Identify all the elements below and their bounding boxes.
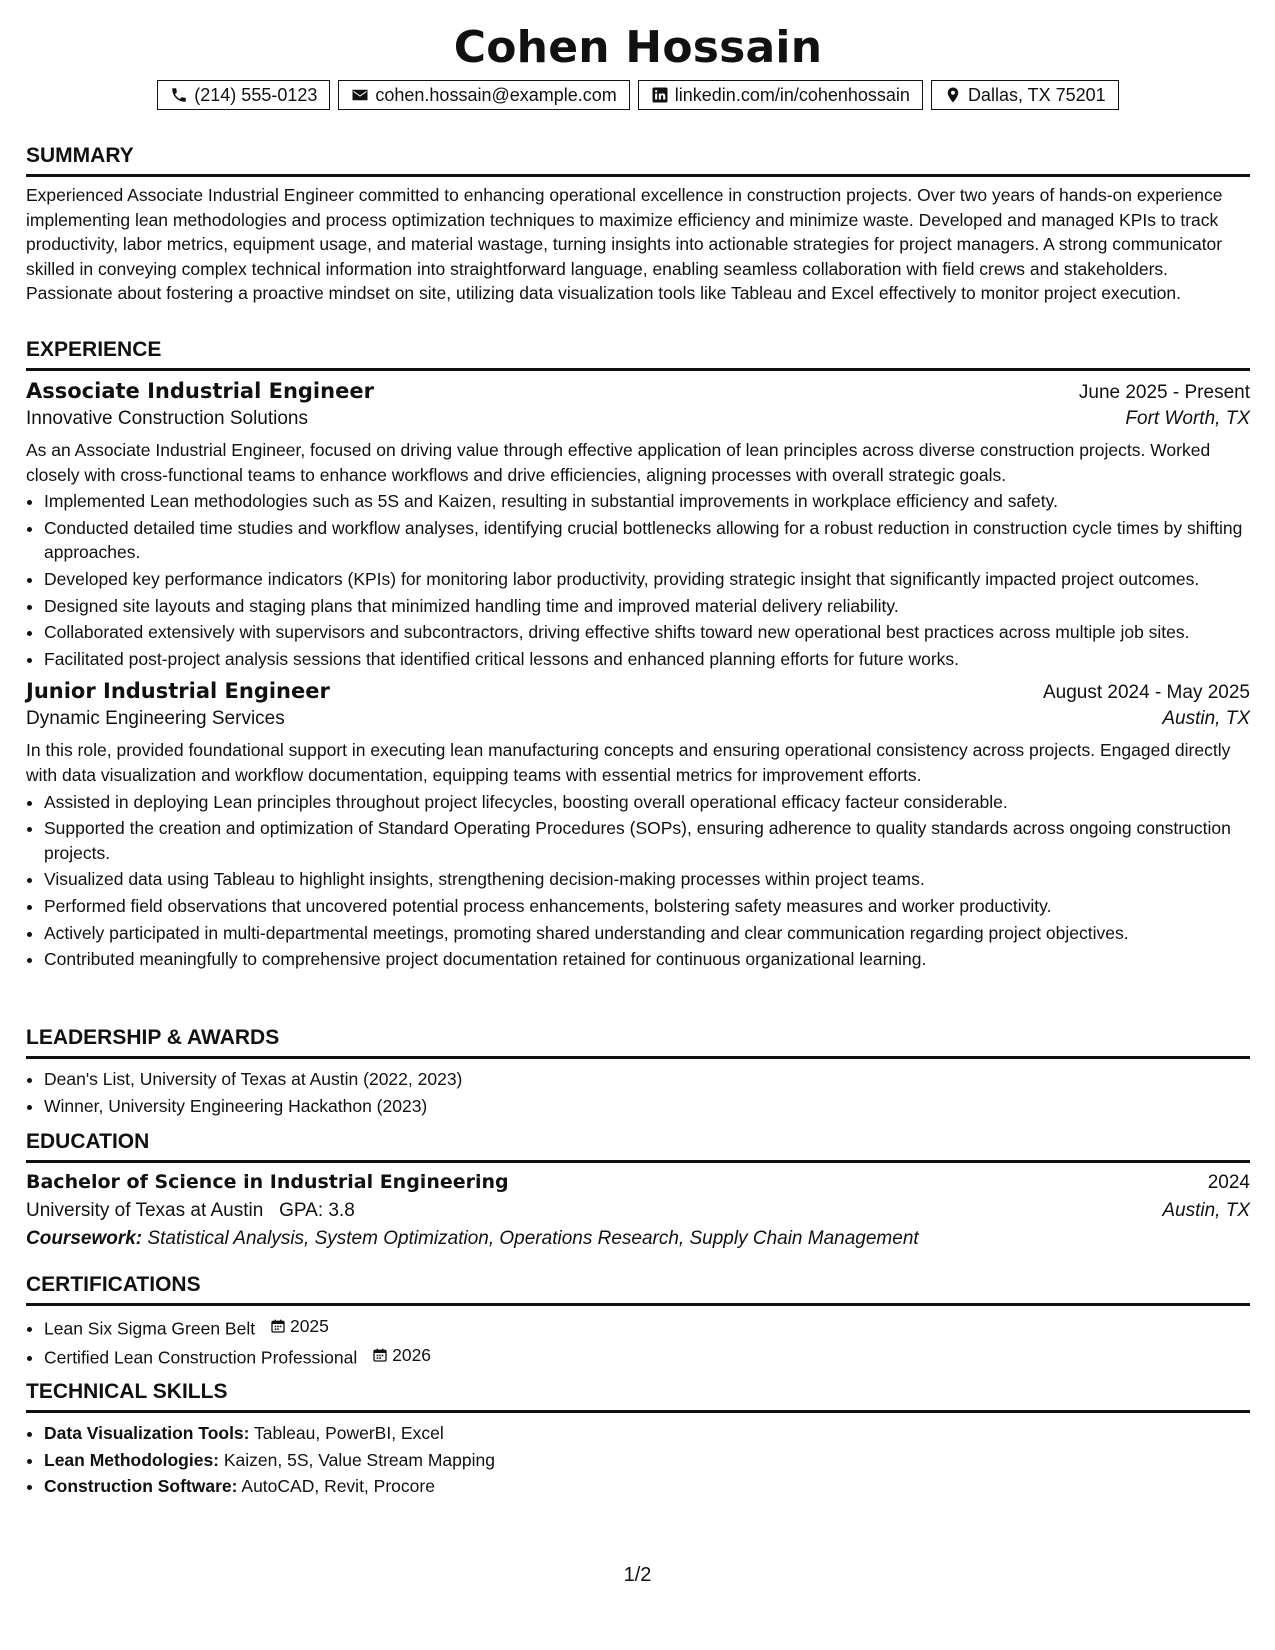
job-location: Austin, TX xyxy=(1162,708,1250,730)
job-dates: August 2024 - May 2025 xyxy=(1042,682,1250,704)
list-item xyxy=(44,1474,1250,1499)
list-item: • Supported the creation and optimization of Standard Operating Procedures (SOPs), ensuring adherence to quality standards across ongoing construction projects. xyxy=(44,816,1250,865)
summary-title: SUMMARY xyxy=(26,144,1250,177)
job-dates: June 2025 - Present xyxy=(1078,382,1250,403)
education-gpa: GPA: 3.8 xyxy=(279,1200,355,1221)
cert-year: 2026 xyxy=(392,1344,432,1365)
phone-icon xyxy=(170,86,188,104)
summary-text: Experienced Associate Industrial Engineer committed to enhancing operational excellence in construction projects. Over two years of hands-on experience implementing lean methodologies and process optimization techniques to maximize efficiency and minimize waste. Developed and managed KPIs to track productivity, labor metrics, equipment usage, and material wastage, turning insights into actionable strategies for project managers. A strong communicator skilled in conveying complex technical information into straightforward language, enabling seamless collaboration with field crews and stakeholders. Passionate about fostering a proactive mindset on site, utilizing data visualization tools like Tableau and Excel effectively to monitor project execution. xyxy=(26,185,1223,304)
contact-location-text: Dallas, TX 75201 xyxy=(967,84,1106,105)
job-description: In this role, provided foundational support in executing lean manufacturing concepts and ensuring operational consistency across projects. Engaged directly with data visualization and workflow documentation, equipping teams with essential metrics for improvement efforts. xyxy=(26,740,1231,785)
list-item xyxy=(44,1421,1250,1446)
list-item: • Implemented Lean methodologies such as 5S and Kaizen, resulting in substantial improvements in workplace efficiency and safety. xyxy=(44,489,1250,514)
contact-row xyxy=(26,80,1250,110)
contact-location[interactable] xyxy=(931,80,1119,110)
cert-date xyxy=(372,1343,431,1368)
list-item xyxy=(44,1314,1250,1341)
skill-label: Lean Methodologies: xyxy=(44,1449,219,1470)
job-location: Fort Worth, TX xyxy=(1125,408,1250,429)
job-title: Junior Industrial Engineer xyxy=(26,679,330,704)
email-icon xyxy=(351,86,369,104)
list-item: • Assisted in deploying Lean principles throughout project lifecycles, boosting overall operational efficacy facteur considerable. xyxy=(44,790,1250,815)
calendar-icon xyxy=(270,1318,286,1334)
job-company: Innovative Construction Solutions xyxy=(26,408,308,429)
cert-name: Lean Six Sigma Green Belt xyxy=(44,1318,256,1339)
resume-page xyxy=(26,20,1250,1497)
education-school: University of Texas at Austin xyxy=(26,1200,264,1221)
coursework-label: Coursework: xyxy=(26,1228,143,1249)
list-item: • Dean's List, University of Texas at Austin (2022, 2023) xyxy=(44,1067,1250,1092)
job-bullets xyxy=(26,489,1250,671)
summary-section xyxy=(26,144,1250,306)
list-item: • Visualized data using Tableau to highlight insights, strengthening decision-making processes within project teams. xyxy=(44,867,1250,892)
location-icon xyxy=(944,86,962,104)
cert-name: Certified Lean Construction Professional xyxy=(44,1347,358,1368)
education-title: EDUCATION xyxy=(26,1130,1250,1163)
skills-list xyxy=(26,1421,1250,1499)
list-item: • Winner, University Engineering Hackathon (2023) xyxy=(44,1094,1250,1119)
skills-title: TECHNICAL SKILLS xyxy=(26,1380,1250,1413)
certifications-list xyxy=(26,1314,1250,1370)
list-item xyxy=(44,1343,1250,1370)
list-item xyxy=(44,1448,1250,1473)
list-item: • Collaborated extensively with supervisors and subcontractors, driving effective shifts toward new operational best practices across multiple job sites. xyxy=(44,620,1250,645)
job-description: As an Associate Industrial Engineer, focused on driving value through effective application of lean principles across diverse construction projects. Worked closely with cross-functional teams to enhance workflows and drive efficiencies, aligning processes with overall strategic goals. xyxy=(26,440,1211,485)
skill-value: Tableau, PowerBI, Excel xyxy=(254,1423,444,1443)
contact-email-text: cohen.hossain@example.com xyxy=(375,84,617,105)
calendar-icon xyxy=(372,1347,388,1363)
list-item: • Contributed meaningfully to comprehensive project documentation retained for continuous organizational learning. xyxy=(44,947,1250,972)
contact-phone[interactable] xyxy=(157,80,330,110)
list-item: • Designed site layouts and staging plans that minimized handling time and improved material delivery reliability. xyxy=(44,594,1250,619)
awards-section xyxy=(26,1026,1250,1120)
education-coursework xyxy=(26,1228,1250,1250)
certifications-section xyxy=(26,1273,1250,1372)
contact-email[interactable] xyxy=(338,80,629,110)
skill-value: Kaizen, 5S, Value Stream Mapping xyxy=(223,1449,495,1470)
job-bullets xyxy=(26,790,1250,972)
skill-value: AutoCAD, Revit, Procore xyxy=(241,1476,435,1497)
linkedin-icon xyxy=(651,86,669,104)
awards-title: LEADERSHIP & AWARDS xyxy=(26,1026,1250,1059)
contact-linkedin[interactable] xyxy=(638,80,923,110)
list-item: • Performed field observations that uncovered potential process enhancements, bolstering safety measures and worker productivity. xyxy=(44,894,1250,919)
job-entry xyxy=(26,379,1250,671)
education-degree: Bachelor of Science in Industrial Engineering xyxy=(26,1171,509,1193)
job-entry xyxy=(26,679,1250,971)
job-company: Dynamic Engineering Services xyxy=(26,708,285,730)
skills-section xyxy=(26,1380,1250,1501)
cert-date xyxy=(270,1314,329,1339)
job-title: Associate Industrial Engineer xyxy=(26,379,374,403)
candidate-name: Cohen Hossain xyxy=(453,22,823,73)
education-year: 2024 xyxy=(1207,1172,1250,1193)
experience-title: EXPERIENCE xyxy=(26,338,1250,371)
certifications-title: CERTIFICATIONS xyxy=(26,1273,1250,1306)
list-item: • Facilitated post-project analysis sessions that identified critical lessons and enhanced planning efforts for future works. xyxy=(44,647,1250,672)
list-item: • Conducted detailed time studies and workflow analyses, identifying crucial bottlenecks allowing for a robust reduction in construction cycle times by shifting approaches. xyxy=(44,516,1250,565)
experience-section xyxy=(26,338,1250,974)
contact-phone-text: (214) 555-0123 xyxy=(194,84,318,105)
contact-linkedin-text: linkedin.com/in/cohenhossain xyxy=(674,84,910,105)
skill-label: Data Visualization Tools: xyxy=(44,1423,250,1443)
list-item: • Actively participated in multi-departmental meetings, promoting shared understanding and clear communication regarding project objectives. xyxy=(44,921,1250,946)
page-number: 1/2 xyxy=(623,1564,652,1586)
awards-list xyxy=(26,1067,1250,1118)
coursework-text: Statistical Analysis, System Optimization, Operations Research, Supply Chain Management xyxy=(147,1228,919,1249)
list-item: • Developed key performance indicators (KPIs) for monitoring labor productivity, providing strategic insight that significantly impacted project outcomes. xyxy=(44,567,1250,592)
education-location: Austin, TX xyxy=(1162,1200,1250,1221)
education-section xyxy=(26,1130,1250,1250)
cert-year: 2025 xyxy=(289,1316,329,1336)
skill-label: Construction Software: xyxy=(44,1476,238,1497)
